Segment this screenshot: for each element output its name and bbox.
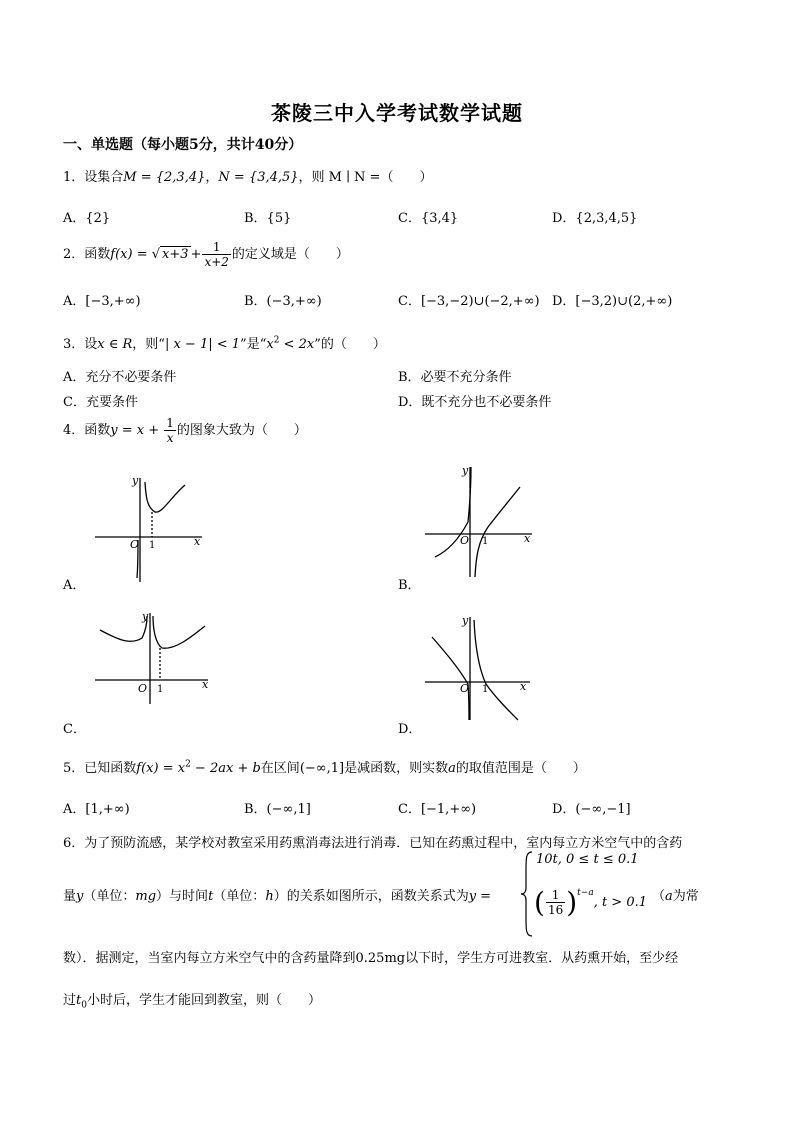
q5-exp: 2 xyxy=(185,759,191,770)
question-3 xyxy=(63,333,386,352)
graph-d-label: D． xyxy=(398,722,422,737)
q3-text-post: ”的（ ） xyxy=(314,337,386,352)
q6-piece-1: 10t, 0 ≤ t ≤ 0.1 xyxy=(536,852,639,867)
q6-piece2-num: 1 xyxy=(546,888,565,903)
q6-line-4 xyxy=(63,989,321,1011)
q2-option-c: C．[−3,−2)∪(−2,+∞) xyxy=(398,294,540,309)
graph-b xyxy=(420,462,540,582)
page-title: 茶陵三中入学考试数学试题 xyxy=(271,101,523,125)
graph-d xyxy=(420,612,540,724)
q5-func-rest: − 2ax + b xyxy=(190,761,261,776)
q6-line-3: 数）．据测定，当室内每立方米空气中的含药量降到0.25mg以下时，学生方可进教室．从药熏开始，至少经 xyxy=(63,951,679,966)
graph-a-y-label: y xyxy=(132,474,139,487)
q2-option-b: B．(−3,+∞) xyxy=(244,294,322,309)
graph-a-label: A． xyxy=(63,578,86,593)
q5-func: f(x) = x xyxy=(136,761,186,776)
q6-brace xyxy=(520,850,534,938)
q1-text-post: ，则 M ∣ N =（ ） xyxy=(298,170,433,185)
q6-line2-unit2: （单位： xyxy=(213,889,266,904)
q4-text-post: 的图象大致为（ ） xyxy=(176,423,307,438)
q3-text-mid2: ”是“ xyxy=(240,337,267,352)
graph-a-tick: 1 xyxy=(149,540,156,551)
q5-interval: (−∞,1] xyxy=(299,761,345,776)
q1-option-a: A．{2} xyxy=(63,211,111,226)
q2-plus: + xyxy=(190,247,202,262)
q2-sqrt: √ x+3 xyxy=(151,247,189,262)
q3-text-mid: ，则“ xyxy=(132,337,165,352)
question-1 xyxy=(63,166,432,185)
q6-line4-t0: t xyxy=(76,993,82,1008)
q1-n-set: N = {3,4,5} xyxy=(218,170,299,185)
q1-m-set: M = {2,3,4} xyxy=(123,170,206,185)
q6-line2-unit1: （单位： xyxy=(83,889,136,904)
q5-option-b: B．(−∞,1] xyxy=(244,802,311,817)
q6-line2-yeq: y = xyxy=(468,889,492,904)
graph-a-curve-right xyxy=(145,482,185,512)
graph-c-y-label: y xyxy=(142,610,149,623)
graph-c-curve-right xyxy=(153,616,205,648)
graph-b-label: B． xyxy=(398,578,421,593)
graph-a xyxy=(90,470,210,585)
graph-d-origin: O xyxy=(460,682,470,695)
q6-piecewise xyxy=(520,850,650,938)
q4-func: y = x + xyxy=(110,423,164,438)
q5-text-mid: 在区间 xyxy=(260,761,300,776)
graph-c-origin: O xyxy=(138,682,148,695)
q3-option-d: D．既不充分也不必要条件 xyxy=(398,395,552,410)
graph-b-curve-right xyxy=(475,487,520,577)
q4-frac-den: x xyxy=(166,431,174,445)
q6-line2-h: h xyxy=(265,889,274,904)
q6-line2-mg: mg xyxy=(135,889,157,904)
q6-line2-pre: 量 xyxy=(63,889,77,904)
q3-cond2-base: x xyxy=(266,337,274,352)
q4-text-pre: 4．函数 xyxy=(63,423,111,438)
q3-cond-var: x ∈ R xyxy=(97,337,133,352)
q6-paren-left: ( xyxy=(534,886,545,919)
q6-piece2-exp: t−a xyxy=(577,888,594,898)
q1-option-c: C．{3,4} xyxy=(398,211,459,226)
q5-text-pre: 5．已知函数 xyxy=(63,761,137,776)
q1-text-pre: 1．设集合 xyxy=(63,170,124,185)
question-4 xyxy=(63,416,307,445)
graph-c-curve-left xyxy=(100,616,147,641)
graph-a-x-label: x xyxy=(194,535,201,548)
q5-var: a xyxy=(448,761,456,776)
q3-option-c: C．充要条件 xyxy=(63,395,138,410)
q6-line4-post: 小时后，学生才能回到教室，则（ ） xyxy=(86,993,321,1008)
q2-fraction xyxy=(202,240,230,269)
question-5 xyxy=(63,757,586,776)
graph-c-tick: 1 xyxy=(157,684,164,695)
q3-cond2-rest: < 2x xyxy=(279,337,315,352)
q3-cond2-exp: 2 xyxy=(273,335,280,346)
graph-d-tick: 1 xyxy=(482,684,489,695)
graph-c-label: C． xyxy=(63,722,86,737)
q2-option-a: A．[−3,+∞) xyxy=(63,294,141,309)
q1-option-d: D．{2,3,4,5} xyxy=(552,211,638,226)
q6-line2-end-post: 为常 xyxy=(672,889,699,904)
q2-frac-den: x+2 xyxy=(204,255,229,269)
q6-line2-a: ）与时间 xyxy=(156,889,209,904)
q4-frac-num: 1 xyxy=(166,416,174,430)
q2-text-post: 的定义域是（ ） xyxy=(231,247,349,262)
graph-a-origin: O xyxy=(130,538,140,551)
q1-sep: ， xyxy=(205,170,219,185)
q6-line-2 xyxy=(63,885,491,904)
q6-piece-2 xyxy=(534,886,647,919)
graph-d-curve-left xyxy=(432,637,469,720)
q3-cond1: | x − 1| < 1 xyxy=(164,337,241,352)
graph-d-y-label: y xyxy=(462,614,469,627)
q6-line2-b: ）的关系如图所示，函数关系式为 xyxy=(273,889,469,904)
q5-option-c: C．[−1,+∞) xyxy=(398,802,477,817)
q5-text-end: 的取值范围是（ ） xyxy=(455,761,586,776)
q6-line-2-end xyxy=(652,885,699,904)
q6-line-1: 6．为了预防流感，某学校对教室采用药熏消毒法进行消毒．已知在药熏过程中，室内每立方米空气中的含药 xyxy=(63,836,683,851)
q2-text-pre: 2．函数 xyxy=(63,247,111,262)
q5-text-post: 是减函数，则实数 xyxy=(344,761,449,776)
q3-option-b: B．必要不充分条件 xyxy=(398,370,512,385)
graph-c-x-label: x xyxy=(202,678,209,691)
section-heading: 一、单选题（每小题5分，共计40分） xyxy=(63,137,303,153)
q1-option-b: B．{5} xyxy=(244,211,292,226)
q6-piece2-den: 16 xyxy=(547,903,564,917)
q6-line2-y: y xyxy=(76,889,84,904)
q4-fraction xyxy=(164,416,176,445)
q2-sqrt-arg: x+3 xyxy=(162,247,189,262)
question-2 xyxy=(63,240,349,269)
graph-c xyxy=(90,608,215,708)
q2-option-d: D．[−3,2)∪(2,+∞) xyxy=(552,294,673,309)
graph-d-x-label: x xyxy=(520,680,527,693)
graph-b-tick: 1 xyxy=(482,536,489,547)
q6-line4-sub: 0 xyxy=(81,1000,87,1011)
q5-option-a: A．[1,+∞) xyxy=(63,802,130,817)
graph-b-origin: O xyxy=(460,534,470,547)
q6-line2-end-pre: （ xyxy=(652,889,666,904)
graph-d-curve-right xyxy=(474,620,518,720)
q6-line2-end-a: a xyxy=(665,889,673,904)
q6-piece2-frac xyxy=(546,888,565,917)
q6-paren-right: ) xyxy=(566,886,578,919)
graph-b-y-label: y xyxy=(462,464,469,477)
q6-piece2-cond: , t > 0.1 xyxy=(593,895,648,910)
q5-option-d: D．(−∞,−1] xyxy=(552,802,631,817)
q3-text-pre: 3．设 xyxy=(63,337,98,352)
q2-func: f(x) = xyxy=(110,247,152,262)
q6-line2-t: t xyxy=(208,889,214,904)
q3-option-a: A．充分不必要条件 xyxy=(63,370,177,385)
q2-frac-num: 1 xyxy=(202,240,230,255)
graph-b-x-label: x xyxy=(524,532,531,545)
q6-line4-pre: 过 xyxy=(63,993,77,1008)
